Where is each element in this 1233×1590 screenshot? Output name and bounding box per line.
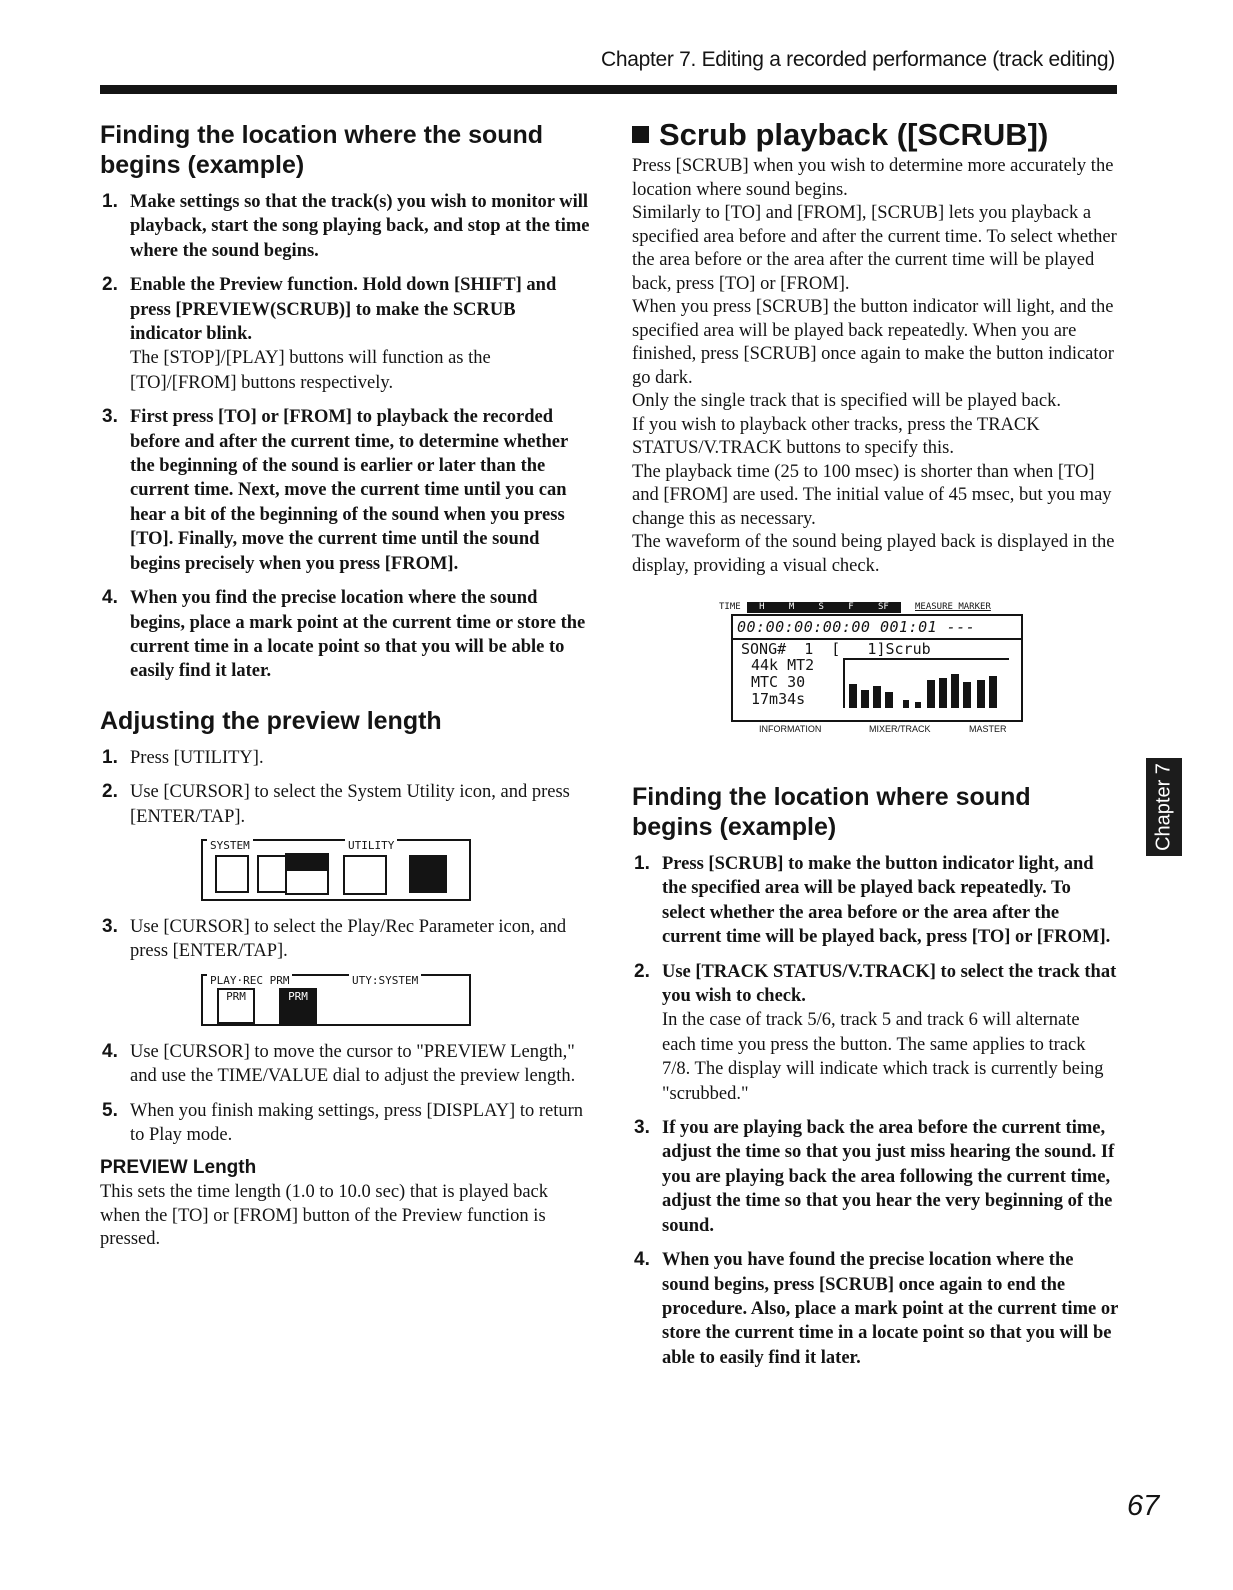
step-number: 4. — [102, 587, 118, 609]
step-note: The [STOP]/[PLAY] buttons will function as the [TO]/[FROM] buttons respectively. — [130, 348, 491, 393]
info-line: MTC 30 — [751, 673, 806, 691]
paragraph: The waveform of the sound being played back is displayed in the display, providing a visual check. — [632, 532, 1115, 576]
step-number: 2. — [634, 960, 650, 982]
prm-play-icon — [279, 988, 317, 1024]
info-line: 17m34s — [751, 690, 806, 708]
step-item — [100, 1040, 590, 1089]
step-text: First press [TO] or [FROM] to playback the recorded before and after the current time, to determine whether the beginning of the sound is earlier or later than the current time. Next, move the current time until you can hear a bit of the beginning of the sound when you press [TO]. Finally, move the current time until the sound begins precisely when you press [FROM]. — [130, 407, 568, 574]
step-text: If you are playing back the area before the current time, adjust the time so that you just miss hearing the sound. If you are playing back the area following the current time, adjust the time so that you hear the very beginning of the sound. — [662, 1118, 1115, 1236]
step-number: 2. — [102, 274, 118, 296]
step-text: Press [SCRUB] to make the button indicator light, and the specified area will be played back repeatedly. To select whether the area before or the area after the current time will be played back, press [TO] or [FROM]. — [662, 854, 1111, 948]
paragraph: The playback time (25 to 100 msec) is shorter than when [TO] and [FROM] are used. The initial value of 45 msec, but you may change this as necessary. — [632, 461, 1112, 529]
time-label: TIME — [719, 602, 741, 612]
scrub-heading-text: Scrub playback ([SCRUB]) — [659, 117, 1049, 152]
time-field: SF — [877, 602, 889, 612]
step-number: 4. — [102, 1040, 118, 1062]
step-text: Make settings so that the track(s) you wish to monitor will playback, start the song playing back, and stop at the time where the sound begins. — [130, 192, 590, 261]
step-item — [100, 915, 590, 964]
meter-area — [843, 658, 1009, 708]
footer-label-mixer: MIXER/TRACK — [869, 724, 931, 734]
step-item — [100, 1099, 590, 1148]
step-text: When you find the precise location where the sound begins, place a mark point at the current time or store the current time in a locate point so that you will be able to easily find it later. — [130, 588, 586, 682]
step-number: 1. — [634, 853, 650, 874]
footer-label-information: INFORMATION — [759, 724, 822, 734]
step-text: Use [CURSOR] to move the cursor to "PREVIEW Length," and use the TIME/VALUE dial to adjust the preview length. — [130, 1041, 576, 1087]
time-field: H — [759, 602, 765, 612]
step-number: 2. — [102, 781, 118, 803]
screen-tab-uty-system: UTY:SYSTEM — [349, 974, 421, 987]
info-line: 44k MT2 — [751, 656, 815, 674]
screen-tab-utility: UTILITY — [345, 839, 397, 852]
step-item — [632, 1116, 1118, 1238]
time-field-bar — [747, 602, 901, 613]
page-number: 67 — [1127, 1490, 1160, 1522]
step-item — [100, 405, 590, 576]
screen-tab-system: SYSTEM — [207, 839, 253, 852]
chapter-side-tab-label: Chapter 7 — [1152, 763, 1175, 851]
time-field: F — [848, 602, 854, 612]
level-meters — [845, 660, 1009, 708]
step-text: Press [UTILITY]. — [130, 747, 264, 768]
left-column — [100, 120, 590, 1252]
prm-icon-label: PRM — [226, 989, 246, 1003]
section-title-finding-location: Finding the location where the sound begins (example) — [100, 121, 544, 179]
term-title: PREVIEW Length — [100, 1157, 257, 1179]
step-text: When you have found the precise location where the sound begins, press [SCRUB] once again to end the procedure. Also, place a mark point at the current time or store the current time in a locate point so that you will be able to easily find it later. — [662, 1250, 1118, 1368]
header-rule — [100, 85, 1117, 94]
footer-label-master: MASTER — [969, 724, 1007, 734]
paragraph: When you press [SCRUB] the button indicator will light, and the specified area will be played back repeatedly. When you are finished, press [SCRUB] once again to make the button indicator go dark. — [632, 297, 1114, 388]
section-title-preview-length: Adjusting the preview length — [100, 706, 442, 735]
section-title-finding-sound: Finding the location where sound begins (example) — [632, 783, 1031, 841]
system-utility-screen — [201, 839, 471, 901]
midi-icon — [285, 869, 329, 895]
heading-square-icon — [632, 126, 649, 143]
scrub-heading — [632, 118, 1118, 152]
play-rec-param-screen — [201, 974, 471, 1026]
prm-icon-label: PRM — [288, 989, 308, 1003]
steps-list — [100, 190, 590, 684]
step-item — [100, 780, 590, 829]
step-number: 1. — [102, 746, 118, 768]
scrub-display — [719, 602, 1015, 734]
right-column — [632, 118, 1118, 1380]
step-note: In the case of track 5/6, track 5 and track 6 will alternate each time you press the button. The same applies to track 7/8. The display will indicate which track is currently being "scrubbed." — [662, 1010, 1104, 1104]
steps-list — [100, 1040, 590, 1148]
step-item — [632, 852, 1118, 950]
step-number: 1. — [102, 191, 118, 212]
step-text: Use [CURSOR] to select the Play/Rec Parameter icon, and press [ENTER/TAP]. — [130, 916, 567, 962]
step-item — [632, 1248, 1118, 1370]
song-icon — [215, 855, 249, 893]
step-number: 3. — [634, 1117, 650, 1139]
step-number: 3. — [102, 915, 118, 937]
step-text: Enable the Preview function. Hold down [SHIFT] and press [PREVIEW(SCRUB)] to make the SCRUB indicator blink. — [130, 275, 557, 345]
paragraph: Only the single track that is specified will be played back. — [632, 391, 1061, 411]
step-item — [100, 586, 590, 684]
display-frame — [731, 614, 1023, 722]
song-line: SONG# 1 [ 1]Scrub — [741, 640, 931, 658]
time-readout: 00:00:00:00:00 001:01 --- — [737, 618, 976, 636]
chapter-header: Chapter 7. Editing a recorded performance (track editing) — [600, 48, 1115, 71]
time-field: M — [788, 602, 795, 612]
step-text: Use [CURSOR] to select the System Utility icon, and press [ENTER/TAP]. — [130, 782, 570, 827]
term-description: This sets the time length (1.0 to 10.0 sec) that is played back when the [TO] or [FROM] button of the Preview function is pressed. — [100, 1182, 549, 1250]
disk-icon — [409, 855, 447, 893]
steps-list — [100, 746, 590, 829]
step-text: When you finish making settings, press [DISPLAY] to return to Play mode. — [130, 1100, 584, 1145]
measure-marker-label: MEASURE MARKER — [915, 602, 991, 612]
steps-list — [100, 915, 590, 964]
paragraph: Similarly to [TO] and [FROM], [SCRUB] lets you playback a specified area before and after the current time. To select whether the area before or the area after the current time will be played back, press [TO] or [FROM]. — [632, 203, 1117, 294]
prm-icon — [217, 988, 255, 1024]
step-number: 5. — [102, 1099, 118, 1121]
time-field: S — [818, 602, 824, 612]
step-item — [632, 960, 1118, 1106]
paragraph: Press [SCRUB] when you wish to determine more accurately the location where sound begins. — [632, 156, 1114, 200]
screen-tab-play-rec: PLAY·REC PRM — [207, 974, 292, 987]
step-item — [100, 273, 590, 395]
step-text: Use [TRACK STATUS/V.TRACK] to select the track that you wish to check. — [662, 961, 1117, 1007]
chapter-side-tab — [1146, 758, 1182, 856]
step-number: 3. — [102, 406, 118, 428]
paragraph: If you wish to playback other tracks, press the TRACK STATUS/V.TRACK buttons to specify this. — [632, 414, 1040, 458]
step-number: 4. — [634, 1249, 650, 1271]
step-item — [100, 746, 590, 770]
steps-list — [632, 852, 1118, 1370]
system-utility-icon — [343, 855, 387, 895]
step-item — [100, 190, 590, 263]
